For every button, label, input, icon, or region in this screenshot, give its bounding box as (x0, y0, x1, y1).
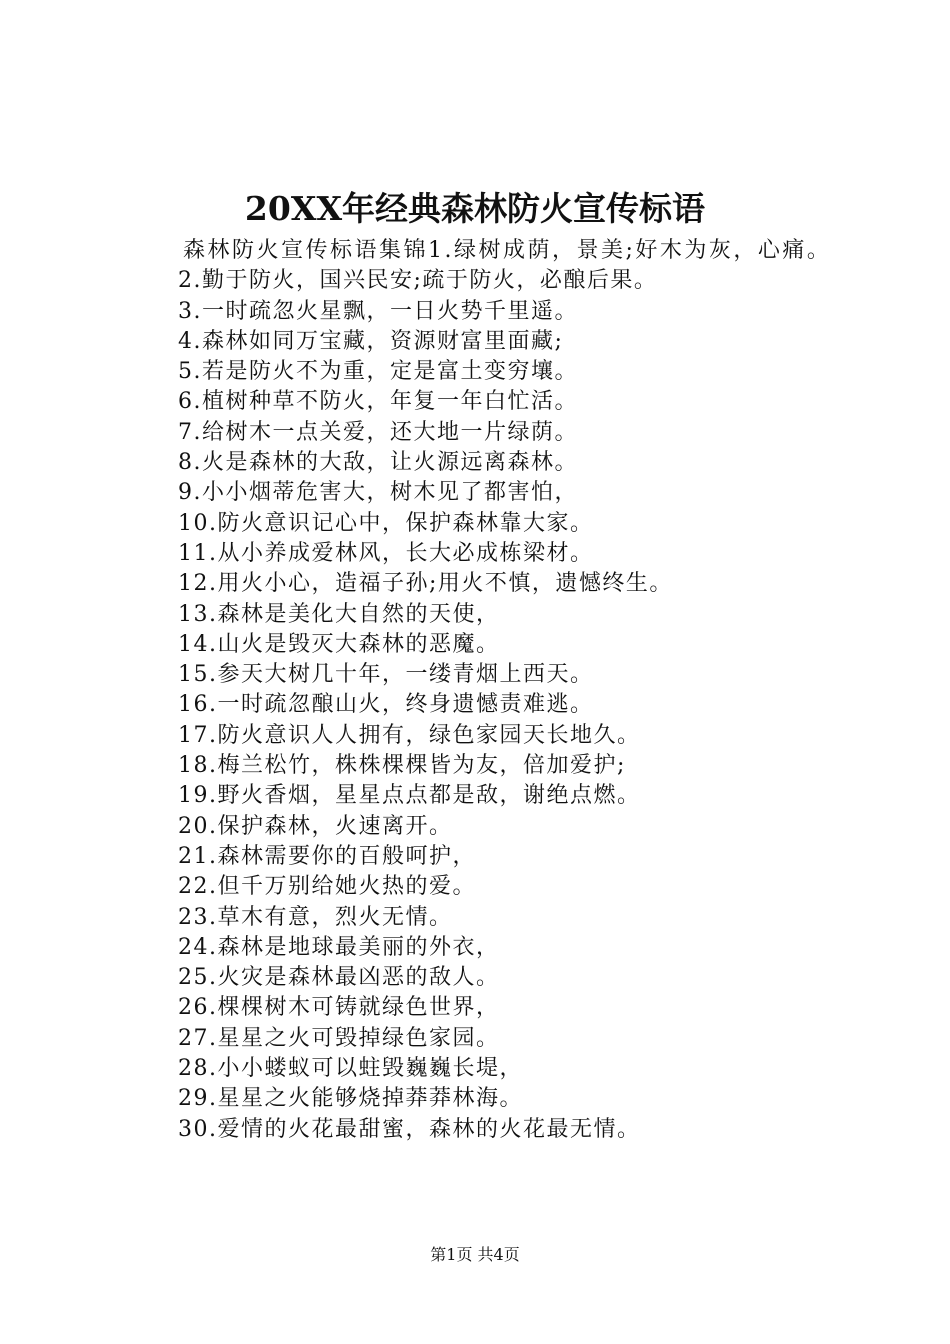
slogan-item: 8.火是森林的大敌，让火源远离森林。 (178, 450, 578, 476)
slogan-item: 16.一时疏忽酿山火，终身遗憾责难逃。 (178, 692, 594, 718)
slogan-item: 3.一时疏忽火星飘，一日火势千里遥。 (178, 298, 578, 324)
slogan-item: 6.植树种草不防火，年复一年白忙活。 (178, 389, 578, 415)
slogan-item: 20.保护森林，火速离开。 (178, 813, 453, 839)
slogan-item: 26.棵棵树木可铸就绿色世界， (178, 995, 500, 1021)
slogan-item: 21.森林需要你的百般呵护， (178, 843, 476, 869)
slogan-item: 19.野火香烟，星星点点都是敌，谢绝点燃。 (178, 783, 641, 809)
slogan-item: 12.用火小心，造福子孙;用火不慎，遗憾终生。 (178, 571, 673, 597)
slogan-item: 25.火灾是森林最凶恶的敌人。 (178, 965, 500, 991)
document-body (128, 236, 840, 1145)
slogan-item: 10.防火意识记心中，保护森林靠大家。 (178, 510, 594, 536)
slogan-item: 24.森林是地球最美丽的外衣， (178, 934, 500, 960)
slogan-item: 28.小小蝼蚁可以蛀毁巍巍长堤， (178, 1056, 523, 1082)
slogan-item: 7.给树木一点关爱，还大地一片绿荫。 (178, 419, 578, 445)
slogan-item: 13.森林是美化大自然的天使， (178, 601, 500, 627)
page-number-footer: 第1页 共4页 (430, 1245, 520, 1264)
slogan-item: 30.爱情的火花最甜蜜，森林的火花最无情。 (178, 1116, 641, 1142)
slogan-item: 5.若是防火不为重，定是富土变穷壤。 (178, 359, 578, 385)
slogan-item: 29.星星之火能够烧掉莽莽林海。 (178, 1086, 523, 1112)
slogan-item: 2.勤于防火，国兴民安;疏于防火，必酿后果。 (178, 268, 658, 294)
slogan-item: 14.山火是毁灭大森林的恶魔。 (178, 631, 500, 657)
slogan-item: 9.小小烟蒂危害大，树木见了都害怕， (178, 480, 578, 506)
slogan-item: 18.梅兰松竹，株株棵棵皆为友，倍加爱护; (178, 753, 626, 779)
document-title: 20XX年经典森林防火宣传标语 (244, 189, 706, 228)
intro-paragraph: 森林防火宣传标语集锦1.绿树成荫，景美;好木为灰，心痛。 (183, 238, 832, 263)
slogan-item: 15.参天大树几十年，一缕青烟上西天。 (178, 662, 594, 688)
slogan-item: 17.防火意识人人拥有，绿色家园天长地久。 (178, 722, 641, 748)
slogan-item: 22.但千万别给她火热的爱。 (178, 874, 476, 900)
slogan-item: 23.草木有意，烈火无情。 (178, 904, 453, 930)
slogan-item: 27.星星之火可毁掉绿色家园。 (178, 1025, 500, 1051)
slogan-item: 4.森林如同万宝藏，资源财富里面藏; (178, 328, 564, 354)
slogan-item: 11.从小养成爱林风，长大必成栋梁材。 (178, 540, 594, 566)
